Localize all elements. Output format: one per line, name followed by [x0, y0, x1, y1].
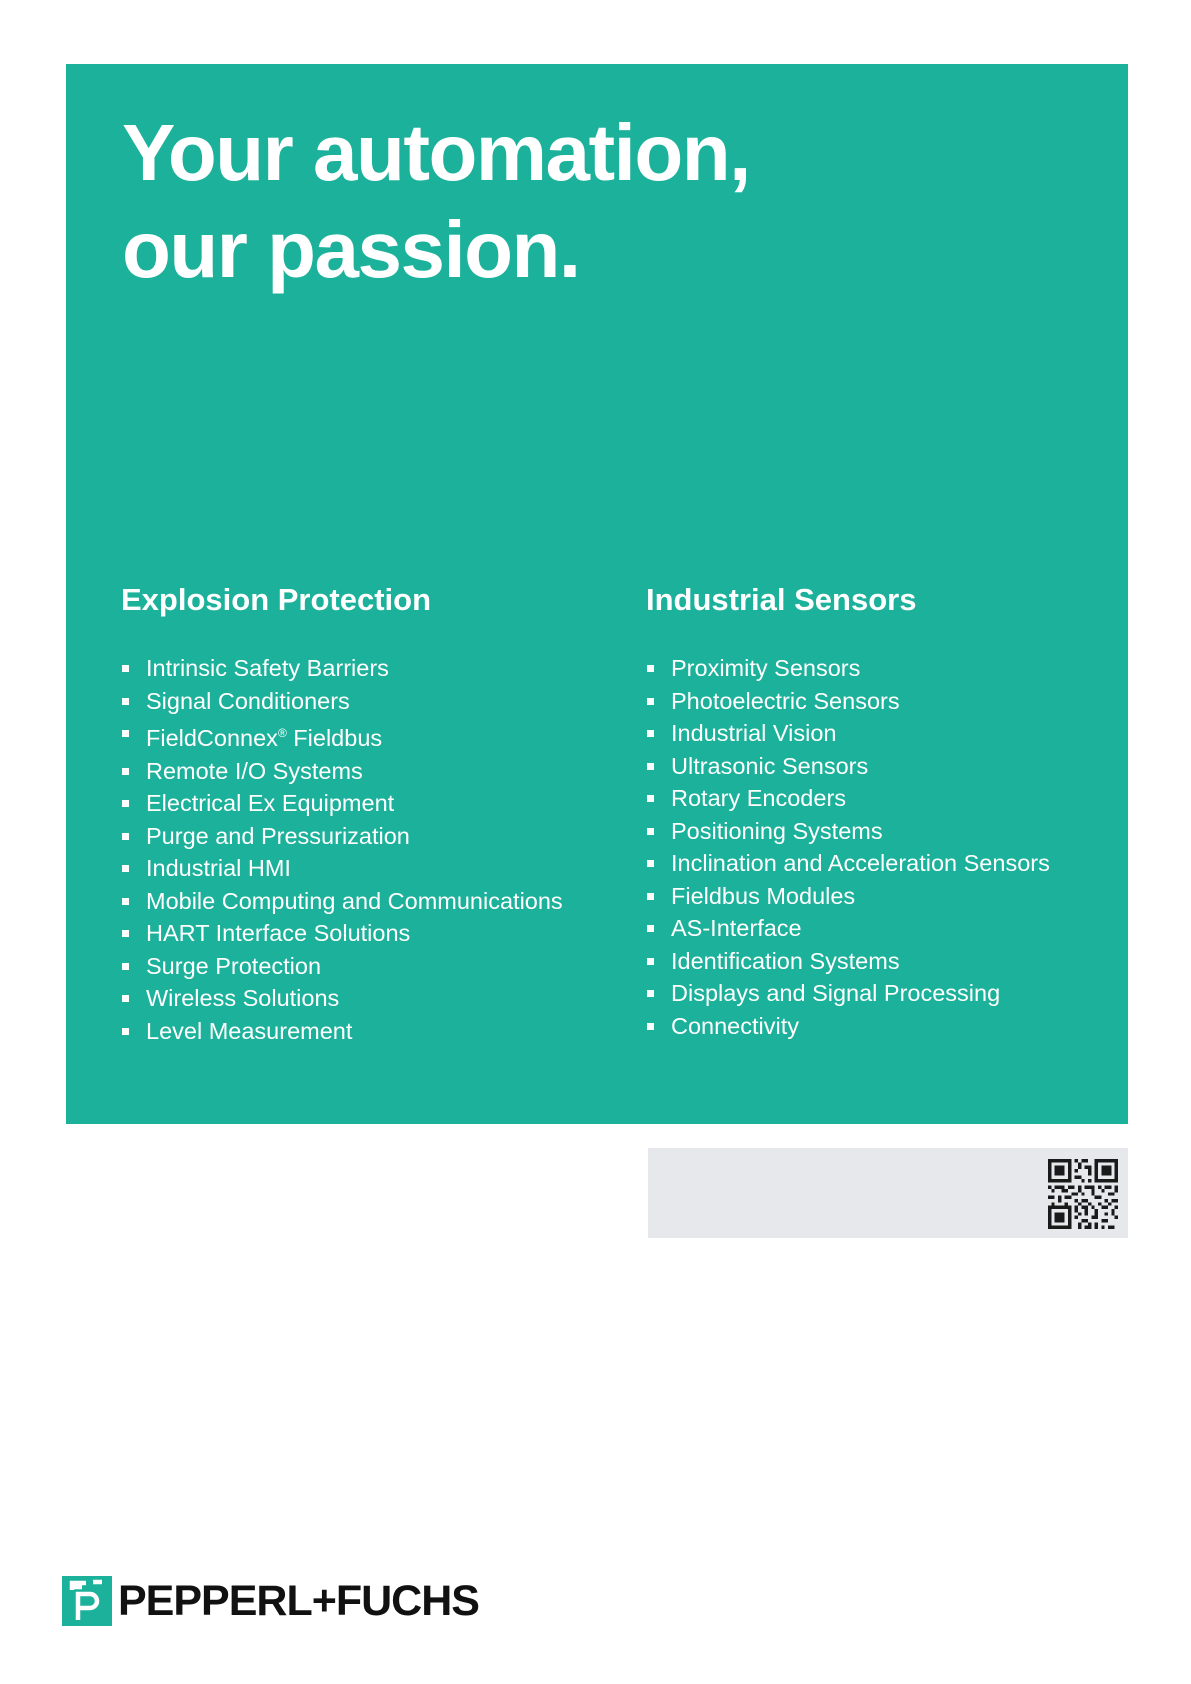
list-item: Inclination and Acceleration Sensors: [646, 847, 1050, 880]
list-item: Displays and Signal Processing: [646, 977, 1050, 1010]
headline-line-2: our passion.: [122, 205, 580, 294]
list-item: Positioning Systems: [646, 815, 1050, 848]
registered-mark: ®: [277, 726, 287, 740]
section-title: Industrial Sensors: [646, 582, 917, 617]
brand-logo: [62, 1574, 479, 1628]
list-item: Wireless Solutions: [121, 982, 563, 1015]
list-item: Photoelectric Sensors: [646, 685, 1050, 718]
list-item: Fieldbus Modules: [646, 880, 1050, 913]
list-item: Purge and Pressurization: [121, 820, 563, 853]
explosion-protection-section: [121, 580, 563, 1047]
list-item-label: FieldConnex: [146, 725, 278, 751]
list-item: Remote I/O Systems: [121, 755, 563, 788]
pf-logo-icon: [62, 1576, 112, 1626]
brand-name: PEPPERL+FUCHS: [118, 1577, 479, 1625]
info-box: [648, 1148, 1128, 1238]
industrial-sensors-list: [646, 652, 1050, 1042]
section-title: Explosion Protection: [121, 582, 432, 617]
hero-panel: [66, 64, 1128, 1124]
list-item: Level Measurement: [121, 1015, 563, 1048]
qr-code-icon[interactable]: [1048, 1159, 1118, 1229]
list-item-suffix: Fieldbus: [286, 725, 383, 751]
list-item: Rotary Encoders: [646, 782, 1050, 815]
list-item: Connectivity: [646, 1010, 1050, 1043]
list-item: AS-Interface: [646, 912, 1050, 945]
list-item: Ultrasonic Sensors: [646, 750, 1050, 783]
headline-line-1: Your automation,: [122, 108, 750, 197]
list-item: Identification Systems: [646, 945, 1050, 978]
list-item: Proximity Sensors: [646, 652, 1050, 685]
list-item: Industrial HMI: [121, 852, 563, 885]
list-item: Mobile Computing and Communications: [121, 885, 563, 918]
list-item: Signal Conditioners: [121, 685, 563, 718]
explosion-protection-list: [121, 652, 563, 1047]
list-item: Intrinsic Safety Barriers: [121, 652, 563, 685]
list-item: Electrical Ex Equipment: [121, 787, 563, 820]
list-item: HART Interface Solutions: [121, 917, 563, 950]
industrial-sensors-section: [646, 580, 1050, 1042]
list-item: Surge Protection: [121, 950, 563, 983]
list-item: [121, 717, 563, 755]
list-item: Industrial Vision: [646, 717, 1050, 750]
headline: [122, 104, 750, 298]
